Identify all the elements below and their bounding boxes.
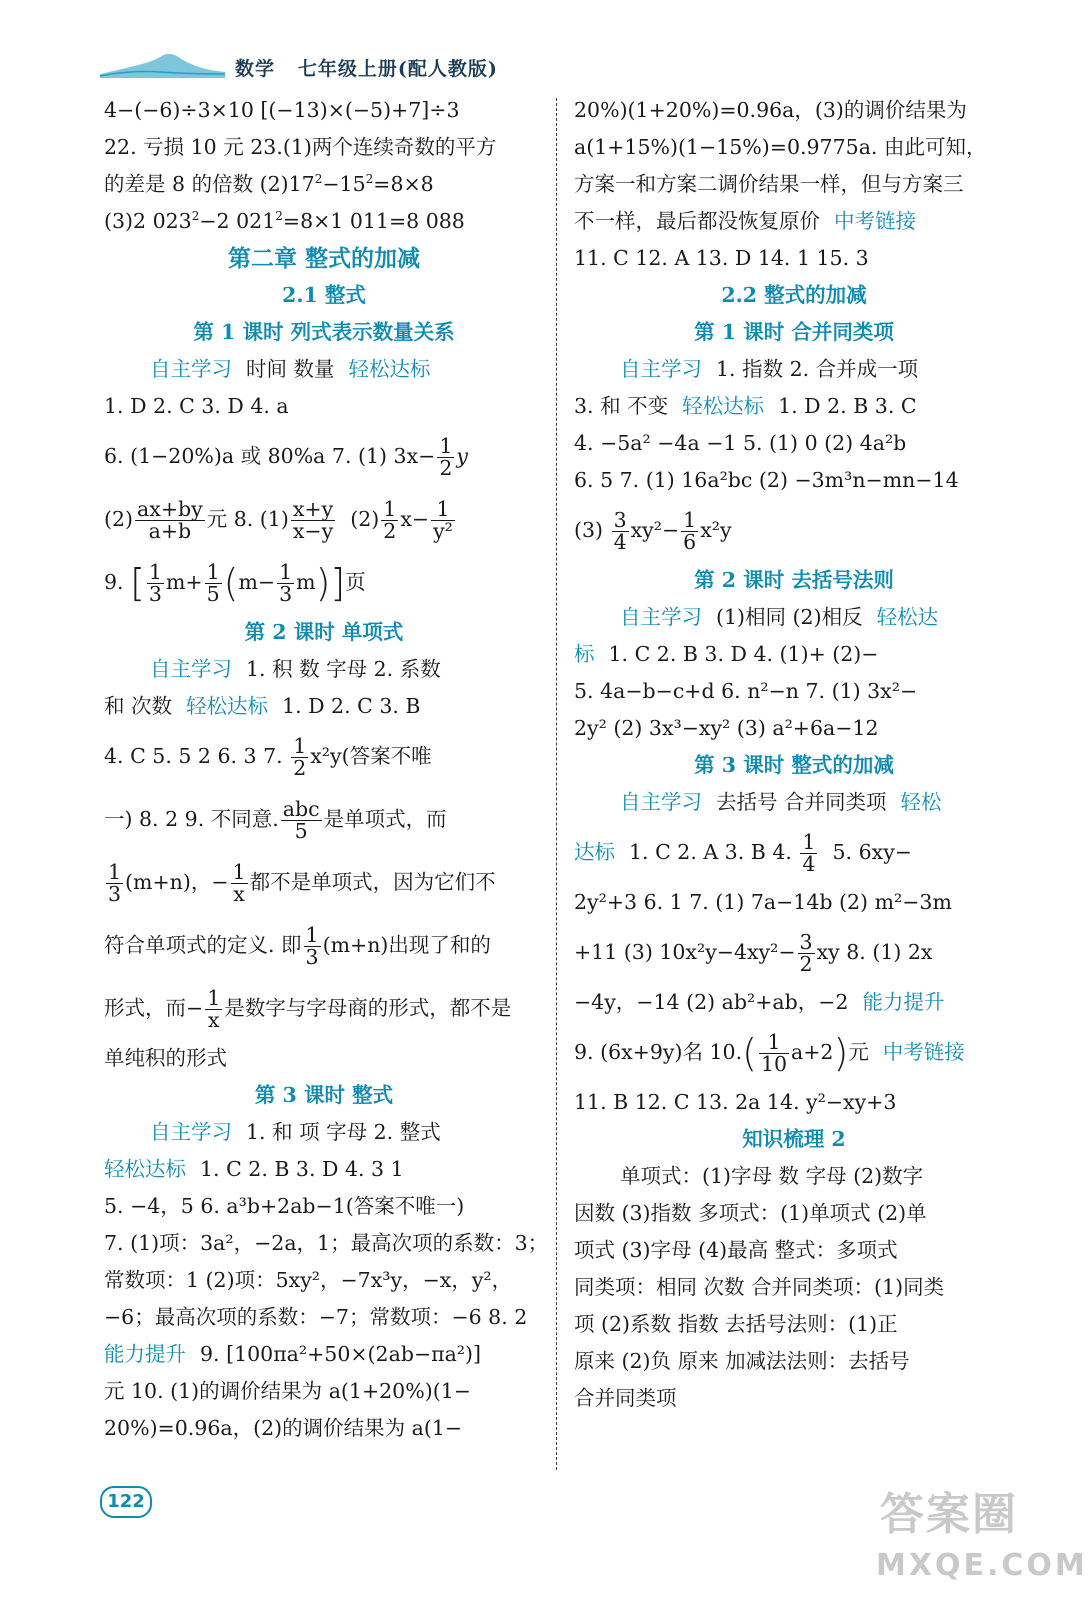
answer-line: 5. −4，5 6. a³b+2ab−1(答案不唯一) xyxy=(104,1194,465,1218)
section-title: 2.1 整式 xyxy=(282,283,366,307)
answer-line: 能力提升 9. [100πa²+50×(2ab−πa²)] xyxy=(104,1342,482,1366)
answer-line: −4y，−14 (2) ab²+ab，−2 能力提升 xyxy=(574,990,945,1014)
tag-exam-link: 中考链接 xyxy=(834,209,916,233)
answer-line: 7. (1)项：3a²，−2a，1；最高次项的系数：3； xyxy=(104,1231,549,1255)
tag-exam-link: 中考链接 xyxy=(882,1040,965,1064)
answer-line: 5. 4a−b−c+d 6. n²−n 7. (1) 3x²− xyxy=(574,679,918,703)
lesson-title: 第 3 课时 整式的加减 xyxy=(694,753,894,777)
knowledge-title: 知识梳理 2 xyxy=(742,1127,846,1151)
fraction: $\frac{1}{x}$ xyxy=(207,986,221,1032)
answer-line: 11. B 12. C 13. 2a 14. y²−xy+3 xyxy=(574,1090,897,1114)
answer-line: 常数项：1 (2)项：5xy²，−7x³y，−x，y²， xyxy=(104,1268,513,1292)
tag-easy: 轻松达 xyxy=(876,605,939,629)
tag-self-study: 自主学习 xyxy=(620,357,702,381)
fraction: $\frac{\text{abc}}{5}$ xyxy=(282,797,320,843)
answer-line: 形式，而− $\frac{1}{x}$ 是数字与字母商的形式，都不是 xyxy=(104,986,512,1032)
answer-line: 原来 (2)负 原来 加减法法则：去括号 xyxy=(574,1349,910,1373)
answer-line: 方案一和方案二调价结果一样，但与方案三 xyxy=(574,172,964,196)
running-header xyxy=(100,48,500,82)
answer-line: 不一样，最后都没恢复原价 中考链接 xyxy=(574,209,916,233)
answer-line: 6. 5 7. (1) 16a²bc (2) −3m³n−mn−14 xyxy=(574,468,959,492)
answer-line: a(1+15%)(1−15%)=0.9775a. 由此可知， xyxy=(574,135,987,159)
answer-line: 3. 和 不变 轻松达标 1. D 2. B 3. C xyxy=(574,394,917,418)
fraction: $\frac{1}{4}$ xyxy=(802,830,816,876)
tag-easy: 轻松达标 xyxy=(348,357,431,381)
answer-line: 符合单项式的定义. 即 $\frac{1}{3}$ (m+n)出现了和的 xyxy=(104,923,491,969)
watermark xyxy=(870,1478,1088,1598)
answer-line: 项 (2)系数 指数 去括号法则：(1)正 xyxy=(574,1312,898,1336)
answer-line: 单项式：(1)字母 数 字母 (2)数字 xyxy=(620,1164,924,1188)
answer-line: 20%)(1+20%)=0.96a，(3)的调价结果为 xyxy=(574,98,967,122)
answer-line: 的差是 8 的倍数 $(2)17^2-15^2=8\times 8$ xyxy=(104,172,434,196)
answer-line: 和 次数 轻松达标 1. D 2. C 3. B xyxy=(104,694,421,718)
answer-line: 单纯积的形式 xyxy=(104,1046,227,1070)
watermark-url: MXQE.COM xyxy=(876,1548,1088,1583)
tag-easy: 轻松达标 xyxy=(186,694,269,718)
fraction: $\frac{1}{x}$ xyxy=(232,860,246,906)
answer-line: 9. [ $\frac{1}{3}$ m+ $\frac{1}{5}$ (m− $\frac{1}{3}$ m)]页 xyxy=(104,560,366,606)
answer-line: 标 1. C 2. B 3. D 4. (1)+ (2)− xyxy=(574,642,879,666)
answer-line: (3) $\frac{3}{4}$ xy²− $\frac{1}{6}$ x²y xyxy=(574,508,732,554)
lesson-title: 第 2 课时 单项式 xyxy=(244,620,404,644)
fraction: $\frac{1}{2}$ xyxy=(439,434,453,480)
tag-easy: 轻松达标 xyxy=(682,394,765,418)
fraction: $\frac{1}{3}$ xyxy=(279,560,293,606)
answer-line: 自主学习 去括号 合并同类项 轻松 xyxy=(620,790,942,814)
answer-line: 4. −5a² −4a −1 5. (1) 0 (2) 4a²b xyxy=(574,431,907,455)
answer-line: 合并同类项 xyxy=(574,1386,677,1410)
tag-easy: 轻松 xyxy=(900,790,942,814)
page-number: 122 xyxy=(100,1486,152,1518)
answer-line: 元 10. (1)的调价结果为 a(1+20%)(1− xyxy=(104,1379,471,1403)
tag-easy: 轻松达标 xyxy=(104,1157,186,1181)
answer-line: 自主学习 1. 积 数 字母 2. 系数 xyxy=(150,657,441,681)
lesson-title: 第 1 课时 合并同类项 xyxy=(694,320,894,344)
fraction: $\frac{1}{10}$ xyxy=(760,1030,788,1076)
fraction: $\frac{1}{6}$ xyxy=(683,508,697,554)
answer-line: +11 (3) 10x²y−4xy²− $\frac{3}{2}$ xy 8. (1) 2x xyxy=(574,930,933,976)
answer-line: (3)2 $023^2-2$ $021^2=8\times 1$ 011=8 088 xyxy=(104,209,465,233)
answer-line: 4−(−6)÷3×10 [(−13)×(−5)+7]÷3 xyxy=(104,98,460,122)
fraction: $\frac{1}{3}$ xyxy=(108,860,122,906)
fraction: $\frac{1}{3}$ xyxy=(148,560,162,606)
chapter-title: 第二章 整式的加减 xyxy=(227,245,420,272)
answer-line: 1. D 2. C 3. D 4. a xyxy=(104,394,289,418)
tag-self-study: 自主学习 xyxy=(150,1120,232,1144)
lesson-title: 第 3 课时 整式 xyxy=(254,1083,394,1107)
fraction: $\frac{3}{4}$ xyxy=(613,508,627,554)
tag-ability: 能力提升 xyxy=(862,990,945,1014)
answer-line: 20%)=0.96a，(2)的调价结果为 a(1− xyxy=(104,1416,463,1440)
answer-line: 一) 8. 2 9. 不同意. $\frac{\text{abc}}{5}$ 是单项式，而 xyxy=(104,797,447,843)
answer-line: 22. 亏损 10 元 23.(1)两个连续奇数的平方 xyxy=(104,135,497,159)
answer-line: 轻松达标 1. C 2. B 3. D 4. 3 1 xyxy=(104,1157,404,1181)
tag-self-study: 自主学习 xyxy=(150,657,232,681)
answer-line: 同类项：相同 次数 合并同类项：(1)同类 xyxy=(574,1275,945,1299)
left-column xyxy=(104,92,549,1447)
answer-line: 11. C 12. A 13. D 14. 1 15. 3 xyxy=(574,246,869,270)
answer-line: 2y² (2) 3x³−xy² (3) a²+6a−12 xyxy=(574,716,879,740)
watermark-logo: 答案圈 xyxy=(880,1489,1018,1540)
answer-line: 2y²+3 6. 1 7. (1) 7a−14b (2) m²−3m xyxy=(574,890,952,914)
fraction: $\frac{1}{\text{y²}}$ xyxy=(433,497,453,543)
tag-self-study: 自主学习 xyxy=(620,790,702,814)
fraction: $\frac{1}{3}$ xyxy=(305,923,319,969)
fraction: $\frac{ax+by}{a+b}$ xyxy=(137,497,203,543)
lesson-title: 第 1 课时 列式表示数量关系 xyxy=(193,320,455,344)
tag-self-study: 自主学习 xyxy=(150,357,232,381)
mountain-wave-icon xyxy=(100,52,225,78)
answer-line: 9. (6x+9y)名 10.( $\frac{1}{10}$ a+2)元 中考链接 xyxy=(574,1030,965,1076)
answer-line: 自主学习 时间 数量 轻松达标 xyxy=(150,357,431,381)
answer-line: −6；最高次项的系数：−7；常数项：−6 8. 2 xyxy=(104,1305,528,1329)
answer-line: $\frac{1}{3}$ (m+n)，− $\frac{1}{x}$ 都不是单项式，因为它们不 xyxy=(108,860,496,906)
section-title: 2.2 整式的加减 xyxy=(721,283,867,307)
fraction: $\frac{3}{2}$ xyxy=(799,930,813,976)
fraction: $\frac{x+y}{x-y}$ xyxy=(292,497,334,543)
answer-line: 4. C 5. 5 2 6. 3 7. $\frac{1}{2}$ x²y(答案不唯 xyxy=(104,734,432,780)
tag-ability: 能力提升 xyxy=(104,1342,186,1366)
right-column xyxy=(574,92,1014,1417)
header-title: 数学 七年级上册(配人教版) xyxy=(235,58,498,80)
answer-line: 自主学习 1. 指数 2. 合并成一项 xyxy=(620,357,919,381)
answer-line: 自主学习 (1)相同 (2)相反 轻松达 xyxy=(620,605,939,629)
column-divider xyxy=(556,98,557,1470)
answer-line: (2) $\frac{ax+by}{a+b}$ 元 8. (1) $\frac{x+y}{x-y}$ (2) $\frac{1}{2}$ x− $\frac{1}{\text{y²}}$ xyxy=(104,497,453,543)
answer-line: 6. (1−20%)a 或 80%a 7. (1) 3x− $\frac{1}{2}$ y xyxy=(104,434,468,480)
answer-line: 自主学习 1. 和 项 字母 2. 整式 xyxy=(150,1120,441,1144)
lesson-title: 第 2 课时 去括号法则 xyxy=(694,568,894,592)
answer-line: 因数 (3)指数 多项式：(1)单项式 (2)单 xyxy=(574,1201,927,1225)
fraction: $\frac{1}{5}$ xyxy=(206,560,220,606)
tag-self-study: 自主学习 xyxy=(620,605,702,629)
answer-line: 达标 1. C 2. A 3. B 4. $\frac{1}{4}$ 5. 6xy− xyxy=(574,830,912,876)
answer-line: 项式 (3)字母 (4)最高 整式：多项式 xyxy=(574,1238,898,1262)
fraction: $\frac{1}{2}$ xyxy=(383,497,397,543)
fraction: $\frac{1}{2}$ xyxy=(293,734,307,780)
